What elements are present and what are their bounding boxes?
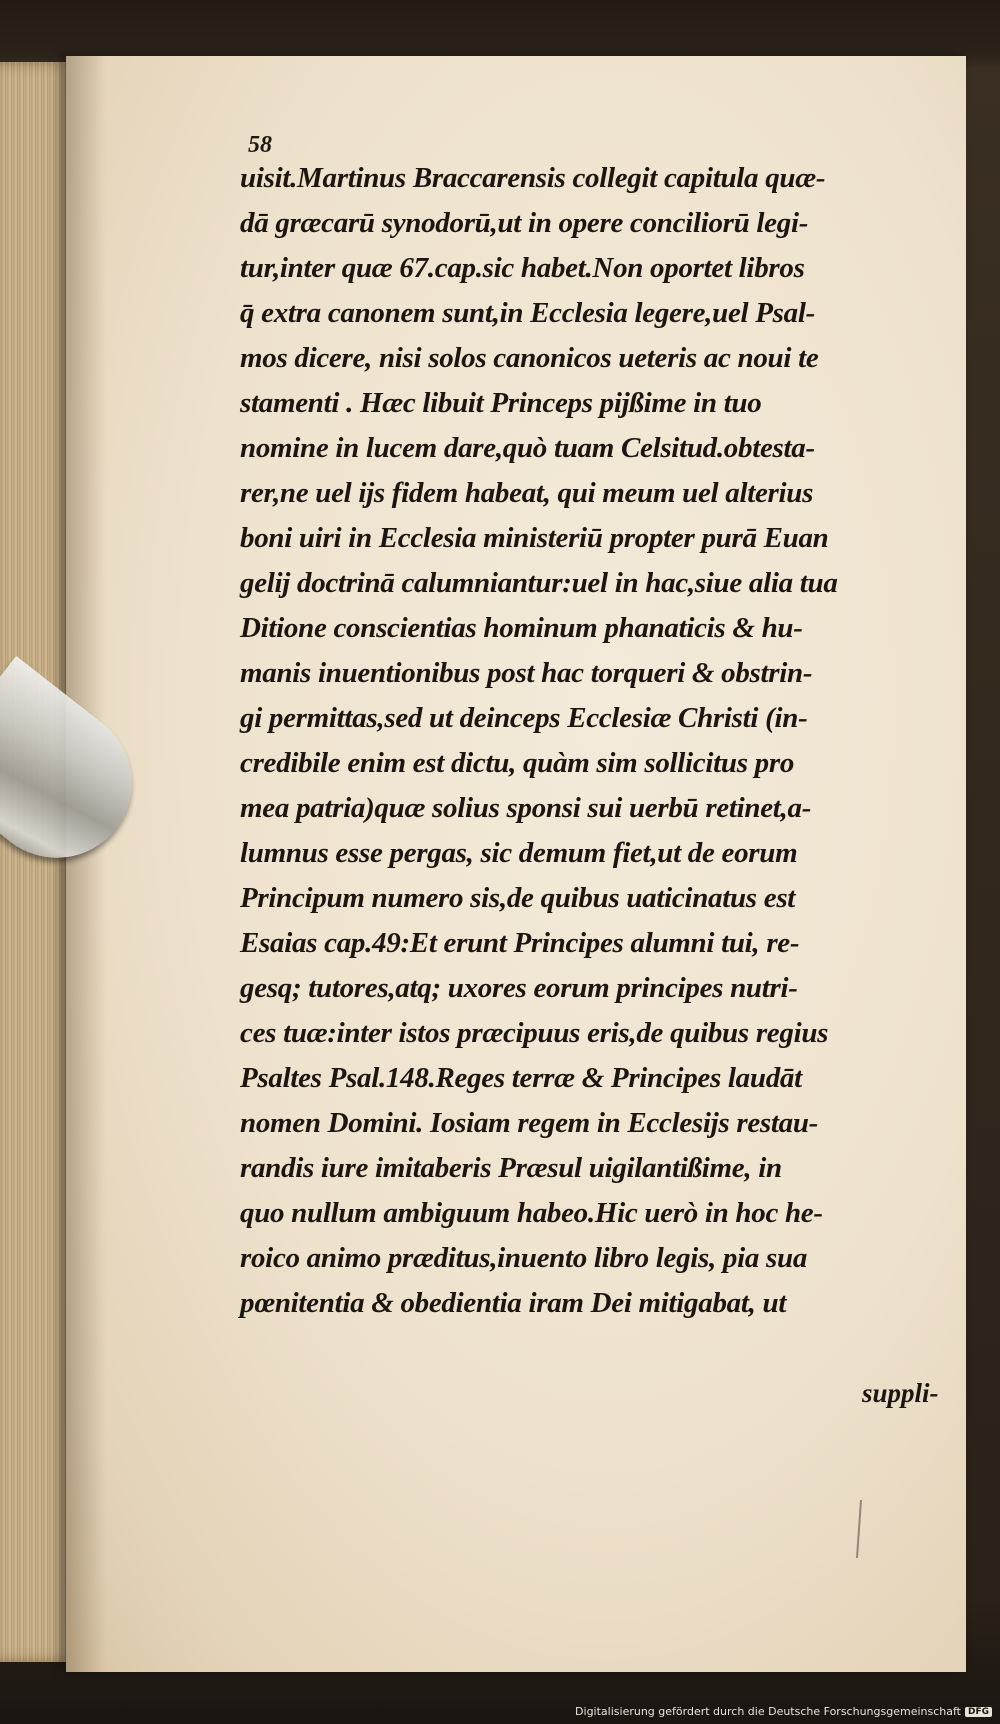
text-line: gesq; tutores,atq; uxores eorum principes nutri- (240, 972, 798, 1004)
text-line: pœnitentia & obedientia iram Dei mitigabat, ut (240, 1287, 787, 1319)
dfg-logo: DFG (965, 1707, 992, 1717)
text-line: credibile enim est dictu, quàm sim sollicitus pro (240, 747, 795, 779)
text-line: q̄ extra canonem sunt,in Ecclesia legere,uel Psal- (240, 297, 815, 329)
text-line: nomine in lucem dare,quò tuam Celsitud.obtesta- (240, 432, 815, 464)
text-line: Ditione conscientias hominum phanaticis & hu- (240, 612, 803, 644)
text-line: dā græcarū synodorū,ut in opere conciliorū legi- (240, 207, 809, 239)
text-line: Esaias cap.49:Et erunt Principes alumni tui, re- (240, 927, 800, 959)
credit-text: Digitalisierung gefördert durch die Deutsche Forschungsgemeinschaft (575, 1705, 961, 1718)
text-line: mos dicere, nisi solos canonicos ueteris ac noui te (240, 342, 819, 374)
text-line: mea patria)quæ solius sponsi sui uerbū retinet,a- (240, 792, 812, 824)
text-line: stamenti . Hæc libuit Princeps pijßime in tuo (240, 387, 762, 419)
page-gutter-shadow (66, 56, 106, 1672)
text-line: gi permittas,sed ut deinceps Ecclesiæ Christi (in- (240, 702, 808, 734)
text-line: roico animo præditus,inuento libro legis, pia sua (240, 1242, 808, 1274)
text-line: lumnus esse pergas, sic demum fiet,ut de eorum (240, 837, 798, 869)
catchword: suppli- (862, 1378, 939, 1408)
page-number: 58 (248, 132, 272, 158)
text-line: ces tuæ:inter istos præcipuus eris,de quibus regius (240, 1017, 829, 1049)
text-line: randis iure imitaberis Præsul uigilantißime, in (240, 1152, 782, 1184)
text-line: boni uiri in Ecclesia ministeriū propter purā Euan (240, 522, 829, 554)
text-line: uisit.Martinus Braccarensis collegit capitula quæ- (240, 162, 826, 194)
text-line: nomen Domini. Iosiam regem in Ecclesijs restau- (240, 1107, 819, 1139)
text-line: Psaltes Psal.148.Reges terræ & Principes laudāt (240, 1062, 802, 1094)
text-line: tur,inter quæ 67.cap.sic habet.Non oportet libros (240, 252, 805, 284)
text-line: Principum numero sis,de quibus uaticinatus est (240, 882, 796, 914)
digitization-credit (575, 1705, 992, 1718)
text-line: quo nullum ambiguum habeo.Hic uerò in hoc he- (240, 1197, 823, 1229)
text-line: gelij doctrinā calumniantur:uel in hac,siue alia tua (240, 567, 838, 599)
text-line: rer,ne uel ijs fidem habeat, qui meum uel alterius (240, 477, 814, 509)
text-line: manis inuentionibus post hac torqueri & obstrin- (240, 657, 813, 689)
